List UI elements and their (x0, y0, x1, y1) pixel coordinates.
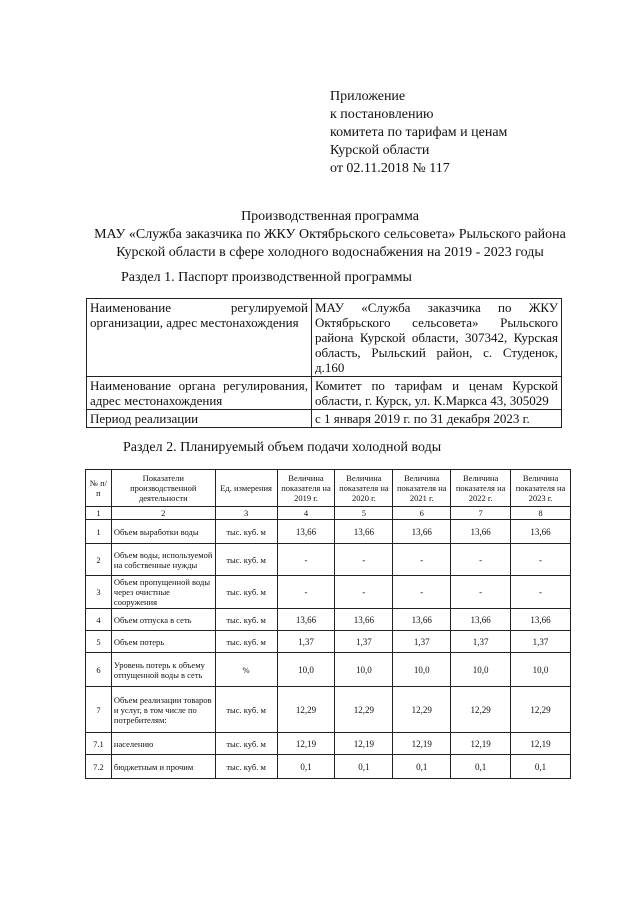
value-cell: 10,0 (277, 653, 335, 687)
indicator-name: Объем пропущенной воды через очистные сооружения (111, 576, 215, 609)
passport-key: Наименование регулируемой организации, адрес местонахождения (87, 299, 312, 377)
value-cell: 0,1 (277, 755, 335, 779)
table-row (87, 410, 562, 428)
value-cell: 13,66 (451, 520, 511, 544)
row-number: 7.1 (86, 733, 112, 755)
value-cell: 13,66 (335, 609, 393, 631)
row-number: 7 (86, 687, 112, 733)
value-cell: 13,66 (511, 520, 571, 544)
passport-value: МАУ «Служба заказчика по ЖКУ Октябрьского сельсовета» Рыльского района Курской области, 307342, Курская область, Рыльский район, с. Студенок, д.160 (312, 299, 562, 377)
column-number: 2 (111, 507, 215, 520)
column-number-row (86, 507, 571, 520)
column-header: Величина показателя на 2022 г. (451, 470, 511, 507)
row-number: 2 (86, 544, 112, 576)
column-header: Показатели производственной деятельности (111, 470, 215, 507)
appendix-line: Приложение (330, 89, 406, 104)
appendix-line: Курской области (330, 143, 430, 158)
indicator-name: Объем выработки воды (111, 520, 215, 544)
table-row (86, 520, 571, 544)
indicator-name: Уровень потерь к объему отпущенной воды в сеть (111, 653, 215, 687)
column-header: Величина показателя на 2023 г. (511, 470, 571, 507)
value-cell: - (335, 576, 393, 609)
title-line: Курской области в сфере холодного водоснабжения на 2019 - 2023 годы (116, 245, 544, 260)
table-row (86, 609, 571, 631)
value-cell: 1,37 (451, 631, 511, 653)
value-cell: 10,0 (511, 653, 571, 687)
value-cell: 1,37 (511, 631, 571, 653)
column-number: 5 (335, 507, 393, 520)
value-cell: 13,66 (335, 520, 393, 544)
value-cell: 13,66 (393, 609, 451, 631)
value-cell: 12,19 (511, 733, 571, 755)
unit-cell: тыс. куб. м (215, 520, 277, 544)
value-cell: 12,29 (277, 687, 335, 733)
value-cell: - (393, 544, 451, 576)
volume-table-body (86, 520, 571, 779)
section2-heading: Раздел 2. Планируемый объем подачи холодной воды (123, 440, 442, 455)
appendix-line: комитета по тарифам и ценам (330, 125, 508, 140)
table-row (86, 733, 571, 755)
title-line: МАУ «Служба заказчика по ЖКУ Октябрьского сельсовета» Рыльского района (94, 227, 566, 242)
table-row (87, 299, 562, 377)
column-number: 3 (215, 507, 277, 520)
value-cell: 1,37 (335, 631, 393, 653)
section1-heading: Раздел 1. Паспорт производственной программы (121, 270, 412, 285)
indicator-name: населению (111, 733, 215, 755)
unit-cell: тыс. куб. м (215, 755, 277, 779)
passport-value: с 1 января 2019 г. по 31 декабря 2023 г. (312, 410, 562, 428)
column-number: 8 (511, 507, 571, 520)
table-row (86, 687, 571, 733)
value-cell: 0,1 (393, 755, 451, 779)
value-cell: - (511, 576, 571, 609)
table-row (87, 377, 562, 410)
value-cell: 13,66 (277, 520, 335, 544)
value-cell: 0,1 (451, 755, 511, 779)
unit-cell: тыс. куб. м (215, 733, 277, 755)
column-header: № п/п (86, 470, 112, 507)
column-header: Величина показателя на 2020 г. (335, 470, 393, 507)
indicator-name: бюджетным и прочим (111, 755, 215, 779)
value-cell: 0,1 (335, 755, 393, 779)
value-cell: 12,19 (335, 733, 393, 755)
column-number: 4 (277, 507, 335, 520)
appendix-line: к постановлению (330, 107, 434, 122)
indicator-name: Объем потерь (111, 631, 215, 653)
value-cell: 13,66 (393, 520, 451, 544)
unit-cell: тыс. куб. м (215, 609, 277, 631)
value-cell: 12,29 (393, 687, 451, 733)
value-cell: 1,37 (393, 631, 451, 653)
value-cell: - (511, 544, 571, 576)
unit-cell: тыс. куб. м (215, 576, 277, 609)
passport-value: Комитет по тарифам и ценам Курской области, г. Курск, ул. К.Маркса 43, 305029 (312, 377, 562, 410)
value-cell: 12,19 (277, 733, 335, 755)
table-row (86, 755, 571, 779)
passport-key: Период реализации (87, 410, 312, 428)
value-cell: - (451, 544, 511, 576)
unit-cell: тыс. куб. м (215, 687, 277, 733)
column-number: 1 (86, 507, 112, 520)
value-cell: 10,0 (451, 653, 511, 687)
value-cell: - (277, 576, 335, 609)
title-line: Производственная программа (241, 209, 419, 224)
passport-table (86, 298, 562, 428)
value-cell: 12,29 (335, 687, 393, 733)
column-header: Ед. измерения (215, 470, 277, 507)
value-cell: 13,66 (451, 609, 511, 631)
column-header: Величина показателя на 2019 г. (277, 470, 335, 507)
column-number: 6 (393, 507, 451, 520)
row-number: 5 (86, 631, 112, 653)
column-header: Величина показателя на 2021 г. (393, 470, 451, 507)
indicator-name: Объем отпуска в сеть (111, 609, 215, 631)
appendix-line: от 02.11.2018 № 117 (330, 161, 450, 176)
value-cell: 0,1 (511, 755, 571, 779)
value-cell: 13,66 (511, 609, 571, 631)
row-number: 4 (86, 609, 112, 631)
value-cell: - (277, 544, 335, 576)
indicator-name: Объем реализации товаров и услуг, в том числе по потребителям: (111, 687, 215, 733)
value-cell: 10,0 (393, 653, 451, 687)
row-number: 1 (86, 520, 112, 544)
document-title (60, 208, 600, 262)
indicator-name: Объем воды, используемой на собственные нужды (111, 544, 215, 576)
table-header-row (86, 470, 571, 507)
unit-cell: тыс. куб. м (215, 544, 277, 576)
unit-cell: тыс. куб. м (215, 631, 277, 653)
column-number: 7 (451, 507, 511, 520)
volume-table (85, 469, 571, 779)
value-cell: - (335, 544, 393, 576)
table-row (86, 653, 571, 687)
row-number: 3 (86, 576, 112, 609)
value-cell: 12,19 (393, 733, 451, 755)
value-cell: - (393, 576, 451, 609)
value-cell: 12,29 (511, 687, 571, 733)
row-number: 6 (86, 653, 112, 687)
passport-key: Наименование органа регулирования, адрес местонахождения (87, 377, 312, 410)
table-row (86, 631, 571, 653)
value-cell: 12,29 (451, 687, 511, 733)
value-cell: 13,66 (277, 609, 335, 631)
row-number: 7.2 (86, 755, 112, 779)
table-row (86, 576, 571, 609)
appendix-block (330, 88, 507, 178)
value-cell: 10,0 (335, 653, 393, 687)
value-cell: - (451, 576, 511, 609)
value-cell: 12,19 (451, 733, 511, 755)
unit-cell: % (215, 653, 277, 687)
value-cell: 1,37 (277, 631, 335, 653)
table-row (86, 544, 571, 576)
